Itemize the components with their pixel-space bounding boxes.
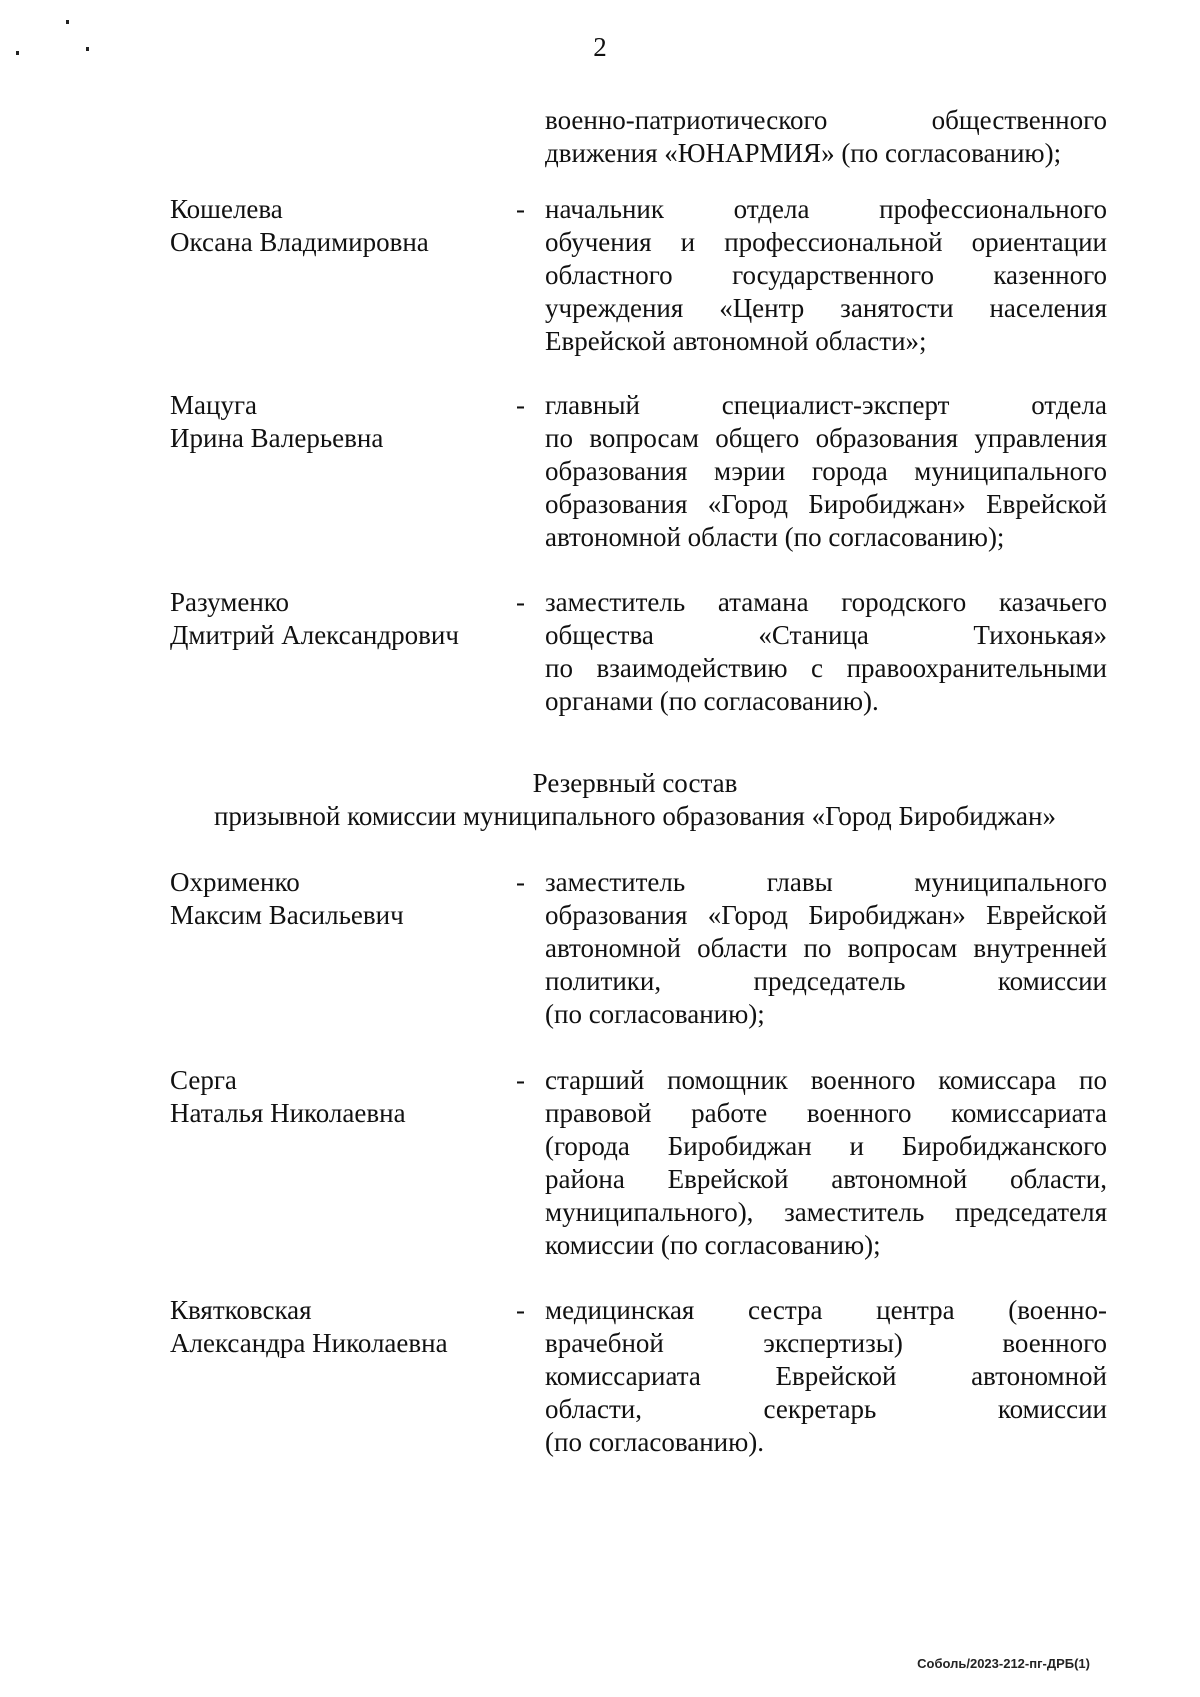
description-line: правовой работе военного комиссариата [545, 1098, 1107, 1128]
member-name [170, 1064, 510, 1130]
member-description [545, 193, 1107, 358]
description-line: движения «ЮНАРМИЯ» (по согласованию); [545, 138, 1062, 168]
description-line: муниципального), заместитель председателя [545, 1197, 1107, 1227]
member-surname: Кошелева [170, 194, 283, 224]
description-line: комиссии (по согласованию); [545, 1230, 881, 1260]
description-line: автономной области по вопросам внутренней [545, 933, 1107, 963]
description-line: военно-патриотического общественного [545, 105, 1107, 135]
member-given-names: Наталья Николаевна [170, 1098, 406, 1128]
member-name [170, 389, 510, 455]
entry-dash: - [516, 194, 525, 224]
description-line: главный специалист-эксперт отдела [545, 390, 1107, 420]
member-name [170, 866, 510, 932]
member-surname: Квятковская [170, 1295, 312, 1325]
description-line: (города Биробиджан и Биробиджанского [545, 1131, 1107, 1161]
member-surname: Серга [170, 1065, 237, 1095]
entry-dash: - [516, 867, 525, 897]
description-line: комиссариата Еврейской автономной [545, 1361, 1107, 1391]
description-line: района Еврейской автономной области, [545, 1164, 1107, 1194]
entry-dash: - [516, 1295, 525, 1325]
member-name [170, 1294, 510, 1360]
member-description [545, 586, 1107, 718]
description-line: образования «Город Биробиджан» Еврейской [545, 900, 1107, 930]
description-line: по вопросам общего образования управления [545, 423, 1107, 453]
member-given-names: Оксана Владимировна [170, 227, 429, 257]
member-given-names: Дмитрий Александрович [170, 620, 459, 650]
member-given-names: Ирина Валерьевна [170, 423, 384, 453]
member-name [170, 586, 510, 652]
member-surname: Мацуга [170, 390, 257, 420]
description-line: политики, председатель комиссии [545, 966, 1107, 996]
entry-dash: - [516, 587, 525, 617]
scan-speck [66, 20, 69, 24]
member-description [545, 1294, 1107, 1459]
description-line: (по согласованию). [545, 1427, 765, 1457]
description-line: Еврейской автономной области»; [545, 326, 927, 356]
member-description [545, 389, 1107, 554]
description-line: заместитель атамана городского казачьего [545, 587, 1107, 617]
description-line: обучения и профессиональной ориентации [545, 227, 1107, 257]
description-line: учреждения «Центр занятости населения [545, 293, 1107, 323]
description-line: автономной области (по согласованию); [545, 522, 1005, 552]
description-line: органами (по согласованию). [545, 686, 879, 716]
document-registration-code: Соболь/2023-212-пг-ДРБ(1) [917, 1656, 1090, 1671]
description-line: областного государственного казенного [545, 260, 1107, 290]
page-number: 2 [593, 32, 607, 62]
member-name [170, 193, 510, 259]
description-line: старший помощник военного комиссара по [545, 1065, 1107, 1095]
description-line: по взаимодействию с правоохранительными [545, 653, 1107, 683]
member-description [545, 866, 1107, 1031]
description-line: заместитель главы муниципального [545, 867, 1107, 897]
member-description [545, 1064, 1107, 1262]
description-line: (по согласованию); [545, 999, 765, 1029]
description-line: общества «Станица Тихонькая» [545, 620, 1107, 650]
entry-dash: - [516, 390, 525, 420]
member-given-names: Александра Николаевна [170, 1328, 448, 1358]
description-line: образования мэрии города муниципального [545, 456, 1107, 486]
description-line: начальник отдела профессионального [545, 194, 1107, 224]
member-surname: Разуменко [170, 587, 290, 617]
continuation-description [545, 104, 1107, 170]
heading-line: призывной комиссии муниципального образования «Город Биробиджан» [213, 801, 1056, 831]
reserve-section-heading [0, 767, 1200, 833]
description-line: медицинская сестра центра (военно- [545, 1295, 1107, 1325]
member-surname: Охрименко [170, 867, 300, 897]
description-line: врачебной экспертизы) военного [545, 1328, 1107, 1358]
entry-dash: - [516, 1065, 525, 1095]
heading-line: Резервный состав [532, 768, 738, 798]
description-line: образования «Город Биробиджан» Еврейской [545, 489, 1107, 519]
description-line: области, секретарь комиссии [545, 1394, 1107, 1424]
member-given-names: Максим Васильевич [170, 900, 404, 930]
